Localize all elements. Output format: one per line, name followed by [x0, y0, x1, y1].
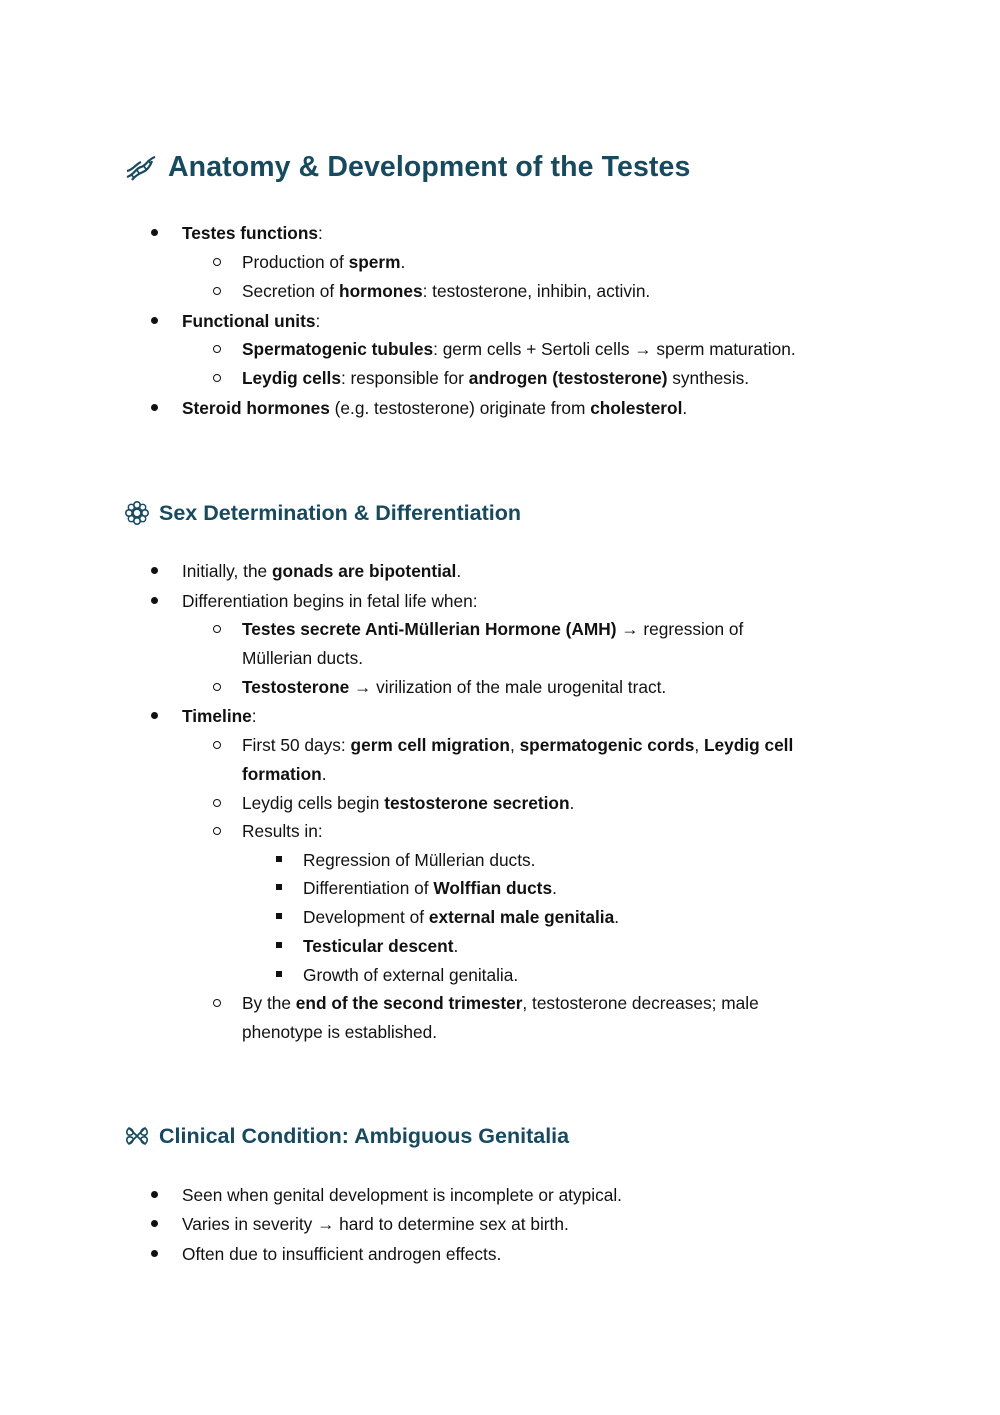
list-item: Results in: [242, 821, 323, 841]
list-item-continuation: formation. [242, 764, 327, 784]
bullet-circle [213, 345, 221, 353]
list-item: Differentiation of Wolffian ducts. [303, 878, 557, 898]
bullet-square [276, 913, 282, 919]
bullet-square [276, 884, 282, 890]
bullet-disc [151, 317, 158, 324]
list-item: First 50 days: germ cell migration, spermatogenic cords, Leydig cell [242, 735, 794, 755]
bullet-circle [213, 827, 221, 835]
list-item: Often due to insufficient androgen effects. [182, 1244, 502, 1264]
list-item: Development of external male genitalia. [303, 907, 620, 927]
section-title: Clinical Condition: Ambiguous Genitalia [159, 1123, 570, 1148]
bullet-disc [151, 712, 158, 719]
list-item: Leydig cells: responsible for androgen (testosterone) synthesis. [242, 368, 750, 388]
list-item-continuation: Müllerian ducts. [242, 648, 364, 668]
bullet-disc [151, 597, 158, 604]
bullet-circle [213, 287, 221, 295]
list-item: Production of sperm. [242, 252, 406, 272]
list-item-continuation: phenotype is established. [242, 1022, 438, 1042]
bullet-circle [213, 741, 221, 749]
bullet-disc [151, 1250, 158, 1257]
list-item: Growth of external genitalia. [303, 965, 519, 985]
section-heading-clinical [124, 1123, 569, 1149]
bullet-disc [151, 1220, 158, 1227]
bullet-disc [151, 1191, 158, 1198]
list-item: Testosterone → virilization of the male urogenital tract. [242, 677, 667, 697]
list-item: By the end of the second trimester, testosterone decreases; male [242, 993, 759, 1013]
list-item: Timeline: [182, 706, 257, 726]
list-item: Differentiation begins in fetal life when: [182, 591, 478, 611]
section-title: Anatomy & Development of the Testes [168, 150, 691, 183]
section-heading-anatomy [124, 150, 690, 184]
gear-flower-icon [124, 500, 150, 526]
bullet-square [276, 856, 282, 862]
list-item: Leydig cells begin testosterone secretion. [242, 793, 575, 813]
bullet-disc [151, 567, 158, 574]
bullet-circle [213, 999, 221, 1007]
list-item: Seen when genital development is incomplete or atypical. [182, 1185, 622, 1205]
bullet-circle [213, 799, 221, 807]
list-item: Testicular descent. [303, 936, 459, 956]
section-heading-sex-determination [124, 500, 521, 526]
bullet-disc [151, 229, 158, 236]
ribbon-knot-icon [124, 1123, 150, 1149]
bullet-circle [213, 625, 221, 633]
section-title: Sex Determination & Differentiation [159, 500, 521, 525]
dna-icon [124, 150, 158, 184]
bullet-circle [213, 374, 221, 382]
bullet-circle [213, 683, 221, 691]
list-item: Steroid hormones (e.g. testosterone) originate from cholesterol. [182, 398, 688, 418]
bullet-square [276, 971, 282, 977]
list-item: Testes functions: [182, 223, 323, 243]
list-item: Spermatogenic tubules: germ cells + Sertoli cells → sperm maturation. [242, 339, 796, 359]
list-item: Functional units: [182, 311, 321, 331]
bullet-disc [151, 404, 158, 411]
list-item: Regression of Müllerian ducts. [303, 850, 536, 870]
list-item: Secretion of hormones: testosterone, inhibin, activin. [242, 281, 651, 301]
bullet-circle [213, 258, 221, 266]
list-item: Testes secrete Anti-Müllerian Hormone (AMH) → regression of [242, 619, 744, 639]
list-item: Varies in severity → hard to determine sex at birth. [182, 1214, 569, 1234]
list-item: Initially, the gonads are bipotential. [182, 561, 462, 581]
bullet-square [276, 942, 282, 948]
